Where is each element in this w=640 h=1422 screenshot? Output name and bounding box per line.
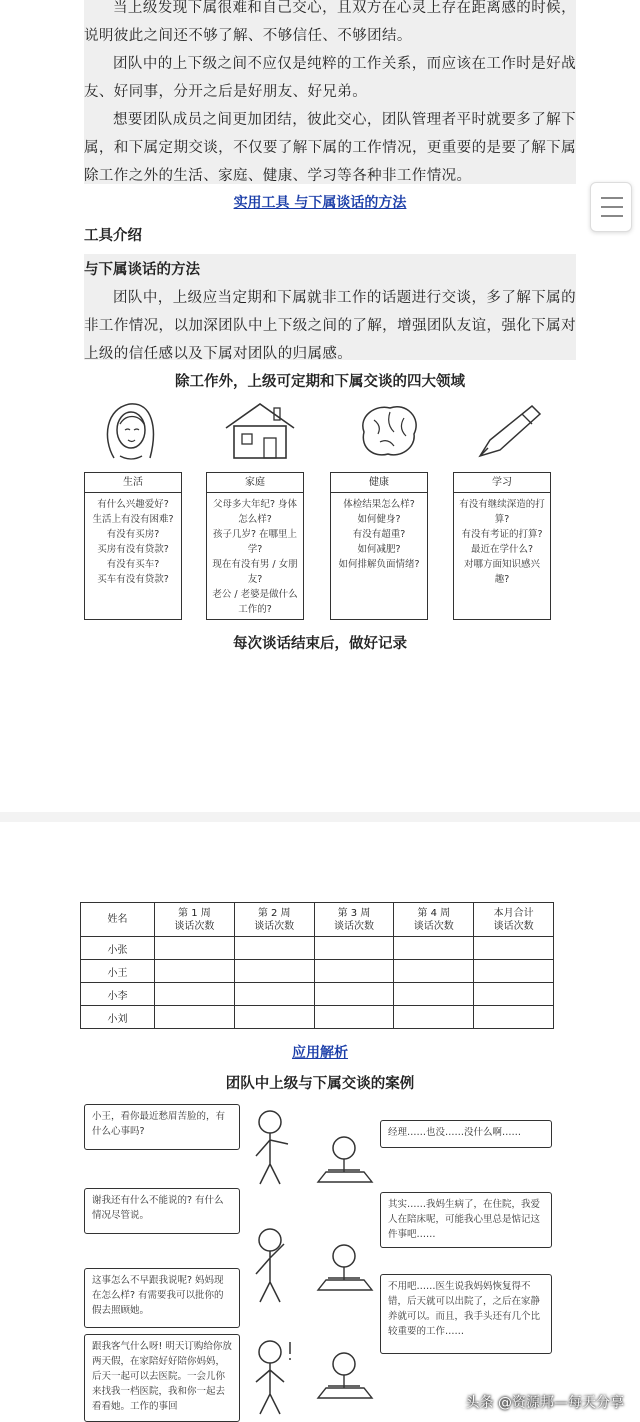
name-cell: 小李 xyxy=(81,983,155,1006)
area-card-life xyxy=(84,472,182,620)
table-cell xyxy=(394,937,474,960)
method-paragraph: 团队中，上级应当定期和下属就非工作的话题进行交谈，多了解下属的非工作情况，以加深团队中上下级之间的了解，增强团队友谊，强化下属对上级的信任感以及下属对团队的归属感。 xyxy=(84,290,576,362)
area-line: 有没有继续深造的打算? xyxy=(459,499,545,525)
table-cell xyxy=(155,937,235,960)
area-line: 如何排解负面情绪? xyxy=(338,559,420,570)
speech-bubble-boss: 这事怎么不早跟我说呢? 妈妈现在怎么样? 有需要我可以批你的假去照顾她。 xyxy=(84,1268,240,1328)
table-cell xyxy=(155,983,235,1006)
table-header-row xyxy=(81,903,554,937)
analysis-heading-link[interactable]: 应用解析 xyxy=(292,1045,348,1061)
figure-title: 除工作外，上级可定期和下属交谈的四大领域 xyxy=(175,373,465,390)
menu-button[interactable] xyxy=(590,182,632,232)
table-cell xyxy=(474,983,554,1006)
area-card-family xyxy=(206,472,304,620)
table-cell xyxy=(474,1006,554,1029)
area-title: 生活 xyxy=(85,473,181,493)
table-cell xyxy=(314,960,394,983)
name-cell: 小王 xyxy=(81,960,155,983)
table-header-cell: 本月合计 谈话次数 xyxy=(474,903,554,937)
employee-figure-illustration xyxy=(314,1134,376,1186)
area-title: 家庭 xyxy=(207,473,303,493)
speech-bubble-boss: 小王，看你最近愁眉苦脸的，有什么心事吗? xyxy=(84,1104,240,1150)
table-row xyxy=(81,937,554,960)
boss-figure-illustration xyxy=(244,1108,304,1188)
area-line: 有没有考证的打算? xyxy=(461,529,543,540)
tool-heading-link[interactable]: 实用工具 与下属谈话的方法 xyxy=(233,195,407,211)
menu-icon xyxy=(601,197,623,199)
record-note: 每次谈话结束后，做好记录 xyxy=(233,635,407,652)
speech-bubble-employee: 经理……也没……没什么啊…… xyxy=(380,1120,552,1148)
area-line: 有没有买房? xyxy=(106,529,160,540)
area-line: 如何健身? xyxy=(357,514,401,525)
area-line: 买房有没有贷款? xyxy=(97,544,169,555)
table-cell xyxy=(234,960,314,983)
paragraph-3: 想要团队成员之间更加团结，彼此交心，团队管理者平时就要多了解下属，和下属定期交谈，不仅要了解下属的工作情况，更重要的是要了解下属除工作之外的生活、家庭、健康、学习等各种非工作情况。 xyxy=(84,112,576,184)
area-line: 父母多大年纪? 身体怎么样? xyxy=(212,499,298,525)
area-line: 如何减肥? xyxy=(357,544,401,555)
table-cell xyxy=(314,1006,394,1029)
house-icon xyxy=(220,398,300,464)
area-line: 现在有没有男 / 女朋友? xyxy=(212,559,298,585)
method-title: 与下属谈话的方法 xyxy=(84,261,200,278)
table-row xyxy=(81,960,554,983)
area-card-study xyxy=(453,472,551,620)
table-cell xyxy=(314,983,394,1006)
table-cell xyxy=(314,937,394,960)
speech-bubble-employee: 其实……我妈生病了，在住院，我爱人在陪床呢，可能我心里总是惦记这件事吧…… xyxy=(380,1192,552,1248)
area-line: 老公 / 老婆是做什么工作的? xyxy=(212,589,298,615)
table-cell xyxy=(155,1006,235,1029)
table-cell xyxy=(234,983,314,1006)
speech-bubble-employee: 不用吧……医生说我妈妈恢复得不错，后天就可以出院了，之后在家静养就可以。而且，我手头还有几个比较重要的工作…… xyxy=(380,1274,552,1354)
employee-figure-illustration xyxy=(314,1242,376,1294)
table-cell xyxy=(474,937,554,960)
speech-bubble-boss: 谢我还有什么不能说的? 有什么情况尽管说。 xyxy=(84,1188,240,1234)
table-cell xyxy=(394,983,474,1006)
area-line: 买车有没有贷款? xyxy=(97,574,169,585)
speech-bubble-boss: 跟我客气什么呀! 明天订购给你放两天假，在家陪好好陪你妈妈，后天一起可以去医院。一会儿你来找我一档医院，我和你一起去看看她。工作的事回 xyxy=(84,1334,240,1422)
table-row xyxy=(81,1006,554,1029)
area-line: 体检结果怎么样? xyxy=(343,499,415,510)
talk-record-table xyxy=(80,902,554,1029)
page-divider xyxy=(0,812,640,822)
source-watermark: 头条 @资源邦—每天分享 xyxy=(465,1395,624,1411)
pen-icon xyxy=(470,398,550,464)
table-cell xyxy=(394,960,474,983)
area-title: 健康 xyxy=(331,473,427,493)
table-header-cell: 第 2 周 谈话次数 xyxy=(234,903,314,937)
table-header-cell: 第 3 周 谈话次数 xyxy=(314,903,394,937)
case-title: 团队中上级与下属交谈的案例 xyxy=(225,1075,415,1092)
area-line: 孩子几岁? 在哪里上学? xyxy=(212,529,298,555)
table-cell xyxy=(234,1006,314,1029)
table-cell xyxy=(474,960,554,983)
area-line: 有没有超重? xyxy=(352,529,406,540)
menu-icon xyxy=(601,215,623,217)
woman-face-icon xyxy=(92,398,172,464)
table-header-cell: 第 4 周 谈话次数 xyxy=(394,903,474,937)
area-line: 最近在学什么? xyxy=(470,544,534,555)
menu-icon xyxy=(601,206,623,208)
area-line: 生活上有没有困难? xyxy=(92,514,174,525)
boss-figure-illustration xyxy=(244,1338,304,1418)
area-card-health xyxy=(330,472,428,620)
table-header-cell: 第 1 周 谈话次数 xyxy=(155,903,235,937)
area-line: 有什么兴趣爱好? xyxy=(97,499,169,510)
area-line: 对哪方面知识感兴趣? xyxy=(463,559,540,585)
paragraph-1: 当上级发现下属很难和自己交心，且双方在心灵上存在距离感的时候，说明彼此之间还不够了解、不够信任、不够团结。 xyxy=(84,0,576,44)
table-cell xyxy=(234,937,314,960)
tool-intro-label: 工具介绍 xyxy=(84,227,142,244)
table-row xyxy=(81,983,554,1006)
brain-icon xyxy=(350,398,430,464)
name-cell: 小张 xyxy=(81,937,155,960)
area-title: 学习 xyxy=(454,473,550,493)
table-cell xyxy=(155,960,235,983)
name-cell: 小刘 xyxy=(81,1006,155,1029)
paragraph-2: 团队中的上下级之间不应仅是纯粹的工作关系，而应该在工作时是好战友、好同事，分开之后是好朋友、好兄弟。 xyxy=(84,56,576,100)
table-header-cell: 姓名 xyxy=(81,903,155,937)
area-line: 有没有买车? xyxy=(106,559,160,570)
employee-figure-illustration xyxy=(314,1350,376,1402)
boss-figure-illustration xyxy=(244,1226,304,1306)
table-cell xyxy=(394,1006,474,1029)
